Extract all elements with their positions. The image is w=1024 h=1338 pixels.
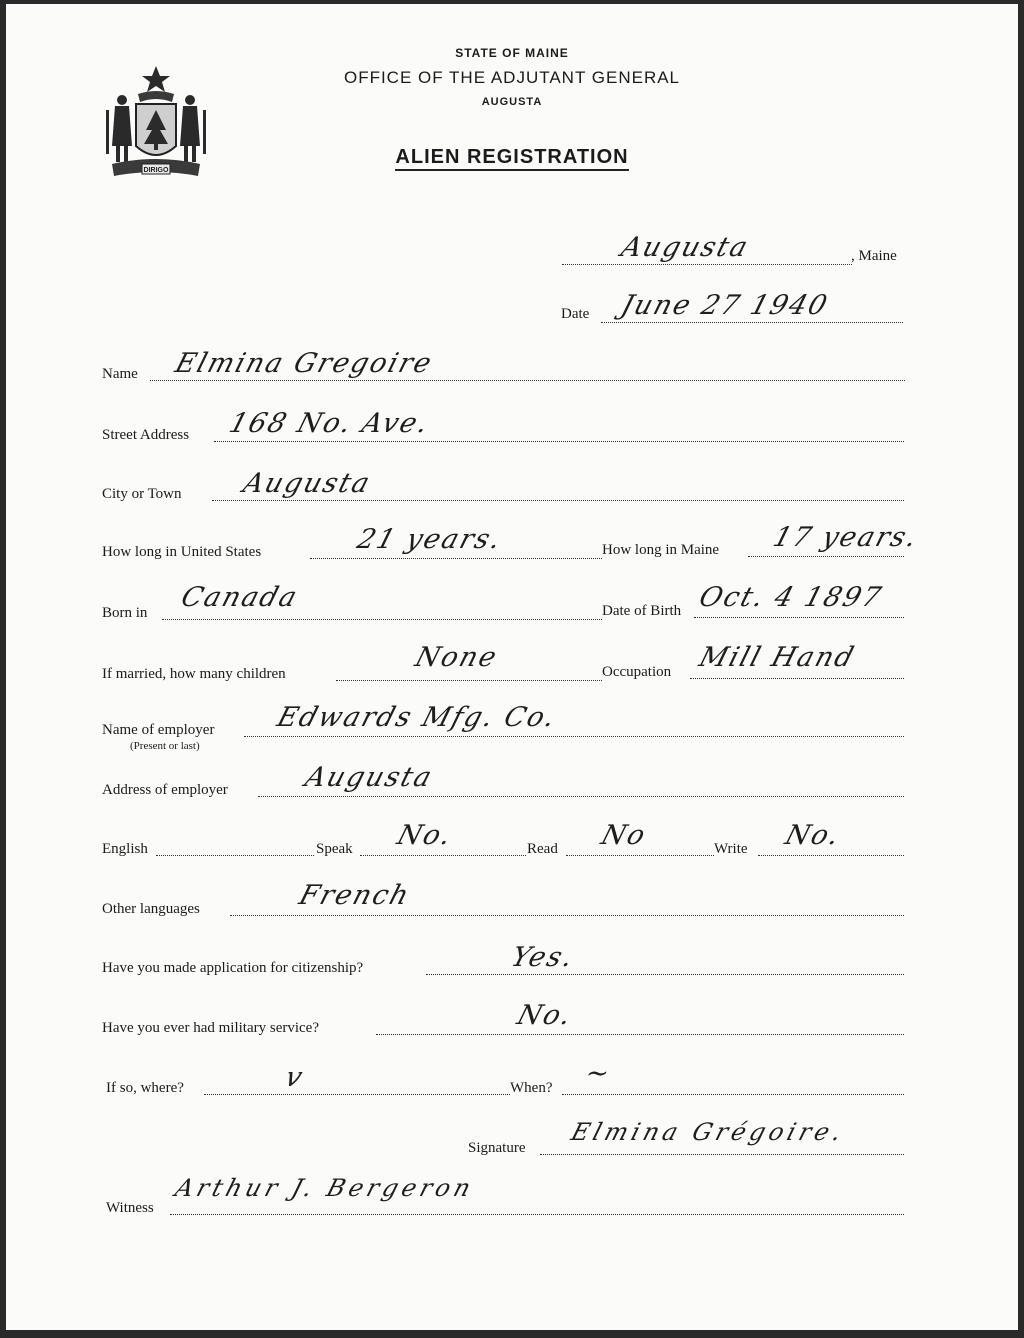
children-label: If married, how many children (102, 666, 286, 682)
born-in-value: Canada (177, 582, 303, 613)
english-label: English (102, 841, 148, 857)
speak-value: No. (393, 820, 457, 851)
employer-label: Name of employer (102, 722, 215, 738)
where-value: v (281, 1062, 308, 1093)
date-label: Date (561, 306, 590, 322)
employer-address-line (258, 796, 904, 797)
witness-line (170, 1214, 904, 1215)
born-in-line (162, 619, 602, 620)
maine-label: , Maine (851, 248, 897, 264)
citizenship-value: Yes. (507, 942, 579, 973)
town-value: Augusta (617, 232, 753, 263)
how-long-maine-label: How long in Maine (602, 542, 720, 558)
how-long-maine-value: 17 years. (769, 522, 923, 553)
svg-text:DIRIGO: DIRIGO (143, 167, 169, 174)
citizenship-line (426, 974, 904, 975)
born-in-label: Born in (102, 605, 148, 621)
signature-line (540, 1154, 904, 1155)
name-value: Elmina Gregoire (171, 348, 437, 379)
read-value: No (597, 820, 651, 851)
signature-label: Signature (468, 1140, 526, 1156)
when-label: When? (510, 1080, 553, 1096)
street-address-label: Street Address (102, 427, 190, 443)
city-line (212, 500, 904, 501)
write-value: No. (781, 820, 845, 851)
how-long-us-line (310, 558, 602, 559)
city-label: City or Town (102, 486, 182, 502)
write-line (758, 855, 904, 856)
where-line (204, 1094, 510, 1095)
when-line (562, 1094, 904, 1095)
employer-note: (Present or last) (130, 740, 200, 752)
street-address-line (214, 441, 904, 442)
date-of-birth-line (694, 617, 904, 618)
registration-form (6, 4, 1018, 1330)
speak-line (360, 855, 526, 856)
employer-line (244, 736, 904, 737)
other-languages-value: French (295, 880, 414, 911)
witness-label: Witness (106, 1200, 154, 1216)
occupation-line (690, 678, 904, 679)
signature-value: Elmina Grégoire. (567, 1118, 849, 1146)
how-long-us-label: How long in United States (102, 544, 262, 560)
header-office: OFFICE OF THE ADJUTANT GENERAL (343, 68, 681, 87)
date-value: June 27 1940 (617, 290, 833, 321)
citizenship-label: Have you made application for citizenship? (102, 960, 364, 976)
military-line (376, 1034, 904, 1035)
children-line (336, 680, 602, 681)
street-address-value: 168 No. Ave. (225, 408, 434, 439)
other-languages-label: Other languages (102, 901, 200, 917)
employer-address-value: Augusta (301, 762, 437, 793)
employer-address-label: Address of employer (102, 782, 228, 798)
form-title: ALIEN REGISTRATION (6, 146, 1018, 169)
read-label: Read (527, 841, 558, 857)
header-state: STATE OF MAINE (455, 46, 569, 60)
when-value: ~ (581, 1058, 616, 1089)
header-city: AUGUSTA (481, 96, 543, 108)
write-label: Write (714, 841, 748, 857)
town-line (562, 264, 852, 265)
occupation-label: Occupation (602, 664, 672, 680)
speak-label: Speak (316, 841, 353, 857)
name-label: Name (102, 366, 138, 382)
where-label: If so, where? (106, 1080, 184, 1096)
how-long-us-value: 21 years. (353, 524, 507, 555)
other-languages-line (230, 915, 904, 916)
military-value: No. (513, 1000, 577, 1031)
name-line (150, 380, 905, 381)
city-value: Augusta (239, 468, 375, 499)
date-of-birth-label: Date of Birth (602, 603, 682, 619)
children-value: None (411, 642, 502, 673)
military-label: Have you ever had military service? (102, 1020, 319, 1036)
how-long-maine-line (748, 556, 904, 557)
english-line (156, 855, 314, 856)
date-of-birth-value: Oct. 4 1897 (695, 582, 887, 613)
date-line (601, 322, 903, 323)
employer-value: Edwards Mfg. Co. (273, 702, 561, 733)
witness-value: Arthur J. Bergeron (171, 1174, 478, 1202)
occupation-value: Mill Hand (695, 642, 859, 673)
read-line (566, 855, 714, 856)
